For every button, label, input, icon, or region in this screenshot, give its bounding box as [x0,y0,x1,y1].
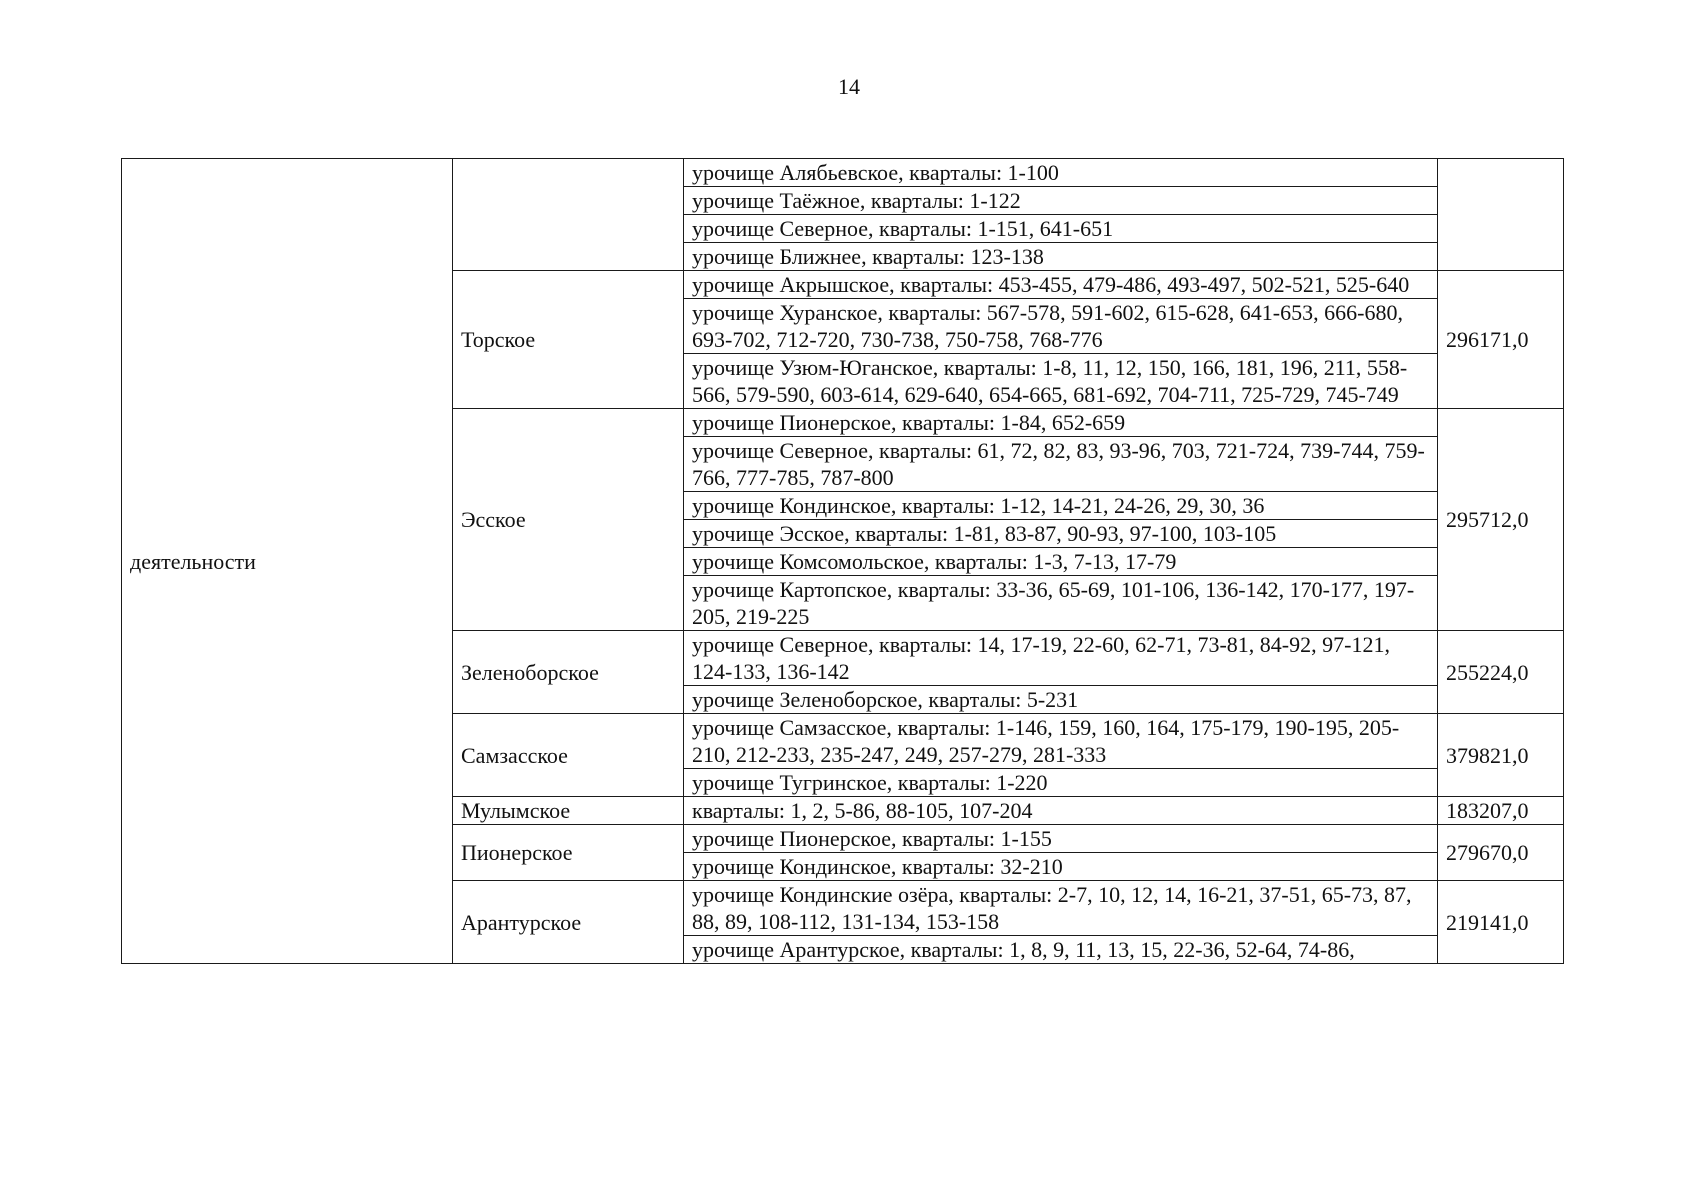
tract-description: урочище Узюм-Юганское, кварталы: 1-8, 11, 12, 150, 166, 181, 196, 211, 558-566, 579-590, 603-614, 629-640, 654-665, 681-692, 704-711, 725-729, 745-749 [684,354,1438,409]
tract-description: урочище Таёжное, кварталы: 1-122 [684,187,1438,215]
area-value: 279670,0 [1438,825,1564,881]
tract-description: урочище Северное, кварталы: 61, 72, 82, 83, 93-96, 703, 721-724, 739-744, 759-766, 777-785, 787-800 [684,437,1438,492]
district-name: Зеленоборское [453,631,684,714]
page-number: 14 [838,74,860,99]
tract-description: урочище Пионерское, кварталы: 1-84, 652-659 [684,409,1438,437]
tract-description: урочище Кондинское, кварталы: 1-12, 14-21, 24-26, 29, 30, 36 [684,492,1438,520]
tract-description: кварталы: 1, 2, 5-86, 88-105, 107-204 [684,797,1438,825]
area-value: 296171,0 [1438,271,1564,409]
area-value: 183207,0 [1438,797,1564,825]
tract-description: урочище Северное, кварталы: 1-151, 641-651 [684,215,1438,243]
district-name [453,159,684,271]
tract-description: урочище Хуранское, кварталы: 567-578, 591-602, 615-628, 641-653, 666-680, 693-702, 712-720, 730-738, 750-758, 768-776 [684,299,1438,354]
tract-description: урочище Зеленоборское, кварталы: 5-231 [684,686,1438,714]
district-name: Самзасское [453,714,684,797]
tract-description: урочище Северное, кварталы: 14, 17-19, 22-60, 62-71, 73-81, 84-92, 97-121, 124-133, 136-142 [684,631,1438,686]
district-name: Эсское [453,409,684,631]
tract-description: урочище Кондинское, кварталы: 32-210 [684,853,1438,881]
table-row [122,159,1564,187]
tract-description: урочище Самзасское, кварталы: 1-146, 159, 160, 164, 175-179, 190-195, 205-210, 212-233, 235-247, 249, 257-279, 281-333 [684,714,1438,769]
district-name: Пионерское [453,825,684,881]
area-value: 379821,0 [1438,714,1564,797]
district-name: Арантурское [453,881,684,964]
forest-districts-table [121,158,1564,964]
tract-description: урочище Кондинские озёра, кварталы: 2-7, 10, 12, 14, 16-21, 37-51, 65-73, 87, 88, 89, 108-112, 131-134, 153-158 [684,881,1438,936]
district-name: Мулымское [453,797,684,825]
tract-description: урочище Тугринское, кварталы: 1-220 [684,769,1438,797]
tract-description: урочище Ближнее, кварталы: 123-138 [684,243,1438,271]
area-value: 295712,0 [1438,409,1564,631]
tract-description: урочище Акрышское, кварталы: 453-455, 479-486, 493-497, 502-521, 525-640 [684,271,1438,299]
tract-description: урочище Алябьевское, кварталы: 1-100 [684,159,1438,187]
district-name: Торское [453,271,684,409]
area-value [1438,159,1564,271]
activity-cell: деятельности [122,159,453,964]
area-value: 255224,0 [1438,631,1564,714]
tract-description: урочище Комсомольское, кварталы: 1-3, 7-13, 17-79 [684,548,1438,576]
tract-description: урочище Картопское, кварталы: 33-36, 65-69, 101-106, 136-142, 170-177, 197-205, 219-225 [684,576,1438,631]
tract-description: урочище Арантурское, кварталы: 1, 8, 9, 11, 13, 15, 22-36, 52-64, 74-86, [684,936,1438,964]
tract-description: урочище Пионерское, кварталы: 1-155 [684,825,1438,853]
area-value: 219141,0 [1438,881,1564,964]
tract-description: урочище Эсское, кварталы: 1-81, 83-87, 90-93, 97-100, 103-105 [684,520,1438,548]
